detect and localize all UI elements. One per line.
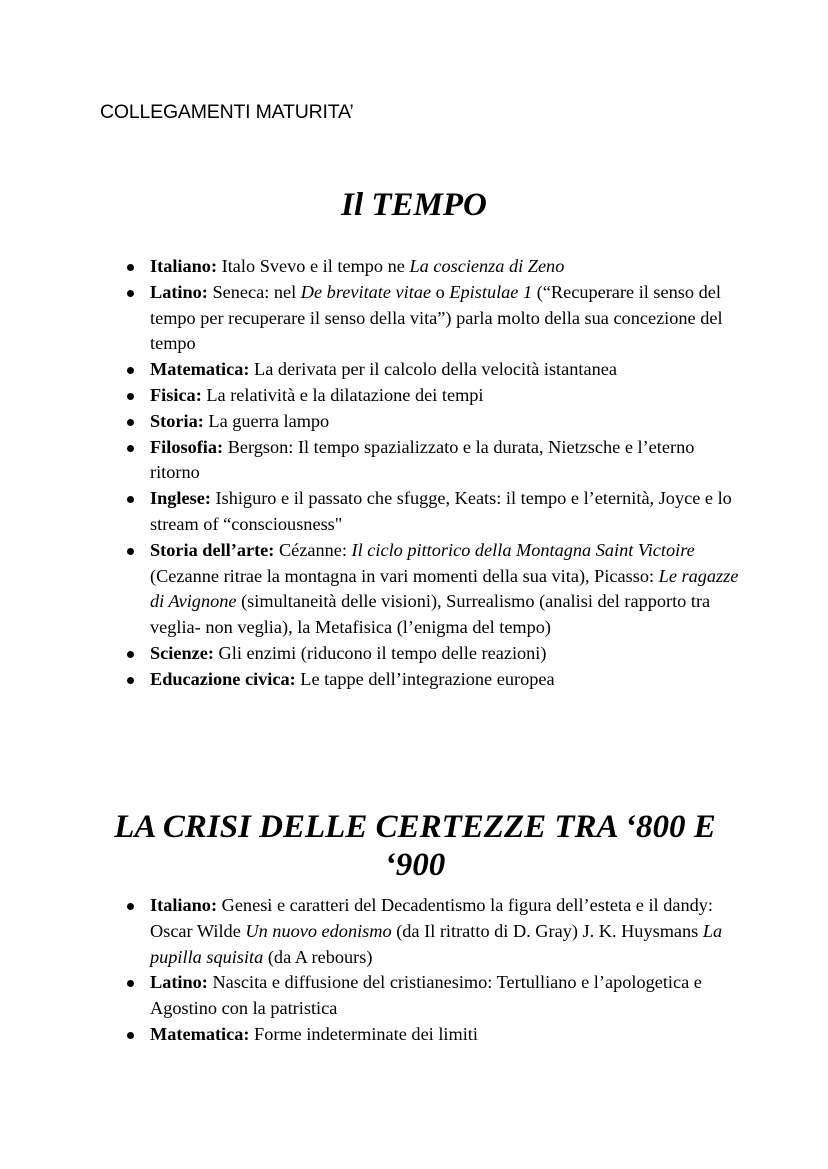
section-title-tempo: Il TEMPO <box>341 187 487 223</box>
list-item: Matematica: Forme indeterminate dei limiti <box>150 1022 740 1048</box>
bullet-icon <box>127 264 134 271</box>
bullet-icon <box>127 548 134 555</box>
subject-label: Filosofia: <box>150 436 224 457</box>
list-item: Scienze: Gli enzimi (riducono il tempo delle reazioni) <box>150 641 740 667</box>
bullet-icon <box>127 496 134 503</box>
list-item: Fisica: La relatività e la dilatazione dei tempi <box>150 383 740 409</box>
subject-label: Italiano: <box>150 256 218 276</box>
list-item: Italiano: Genesi e caratteri del Decadentismo la figura dell’esteta e il dandy: Oscar Wilde Un nuovo edonismo (da Il ritratto di D. Gray) J. K. Huysmans La pupilla squisita (da A rebours) <box>150 893 740 970</box>
bullet-icon <box>127 677 134 684</box>
subject-label: Scienze: <box>150 642 214 663</box>
list-item: Inglese: Ishiguro e il passato che sfugge, Keats: il tempo e l’eternità, Joyce e lo stream of “consciousness" <box>150 486 740 538</box>
list-item: Latino: Seneca: nel De brevitate vitae o Epistulae 1 (“Recuperare il senso del tempo per recuperare il senso della vita”) parla molto della sua concezione del tempo <box>150 280 740 357</box>
bullet-icon <box>127 1032 134 1039</box>
subject-label: Matematica: <box>150 1023 250 1044</box>
topic-list-tempo <box>150 254 740 693</box>
work-title: Epistulae 1 <box>449 281 533 302</box>
subject-label: Storia: <box>150 410 204 431</box>
bullet-icon <box>127 651 134 658</box>
document-header: COLLEGAMENTI MATURITA’ <box>100 101 354 123</box>
bullet-icon <box>127 445 134 452</box>
subject-label: Latino: <box>150 281 208 302</box>
topic-list-crisi <box>150 893 740 1048</box>
work-title: Le ragazze di Avignone <box>150 565 739 612</box>
subject-label: Italiano: <box>150 895 218 915</box>
work-title: De brevitate vitae <box>300 281 432 302</box>
subject-label: Storia dell’arte: <box>150 539 275 560</box>
subject-label: Matematica: <box>150 359 250 380</box>
bullet-icon <box>127 903 134 910</box>
bullet-icon <box>127 419 134 426</box>
bullet-icon <box>127 980 134 987</box>
subject-label: Educazione civica: <box>150 668 296 689</box>
subject-label: Fisica: <box>150 384 202 405</box>
list-item: Storia: La guerra lampo <box>150 409 740 435</box>
list-item: Matematica: La derivata per il calcolo della velocità istantanea <box>150 357 740 383</box>
list-item: Italiano: Italo Svevo e il tempo ne La coscienza di Zeno <box>150 254 740 280</box>
list-item: Filosofia: Bergson: Il tempo spazializzato e la durata, Nietzsche e l’eterno ritorno <box>150 435 740 487</box>
subject-label: Latino: <box>150 972 208 993</box>
work-title: La pupilla squisita <box>150 920 723 967</box>
work-title: Un nuovo edonismo <box>245 920 392 941</box>
bullet-icon <box>127 367 134 374</box>
section-title-crisi: LA CRISI DELLE CERTEZZE TRA ‘800 E ‘900 <box>114 809 716 883</box>
list-item: Storia dell’arte: Cézanne: Il ciclo pittorico della Montagna Saint Victoire (Cezanne ritrae la montagna in vari momenti della sua vita), Picasso: Le ragazze di Avignone (simultaneità delle visioni), Surrealismo (analisi del rapporto tra veglia- non veglia), la Metafisica (l’enigma del tempo) <box>150 538 740 641</box>
subject-label: Inglese: <box>150 488 211 509</box>
bullet-icon <box>127 290 134 297</box>
list-item: Educazione civica: Le tappe dell’integrazione europea <box>150 667 740 693</box>
list-item: Latino: Nascita e diffusione del cristianesimo: Tertulliano e l’apologetica e Agostino con la patristica <box>150 970 740 1022</box>
work-title: La coscienza di Zeno <box>409 256 565 276</box>
bullet-icon <box>127 393 134 400</box>
work-title: Il ciclo pittorico della Montagna Saint Victoire <box>351 539 695 560</box>
